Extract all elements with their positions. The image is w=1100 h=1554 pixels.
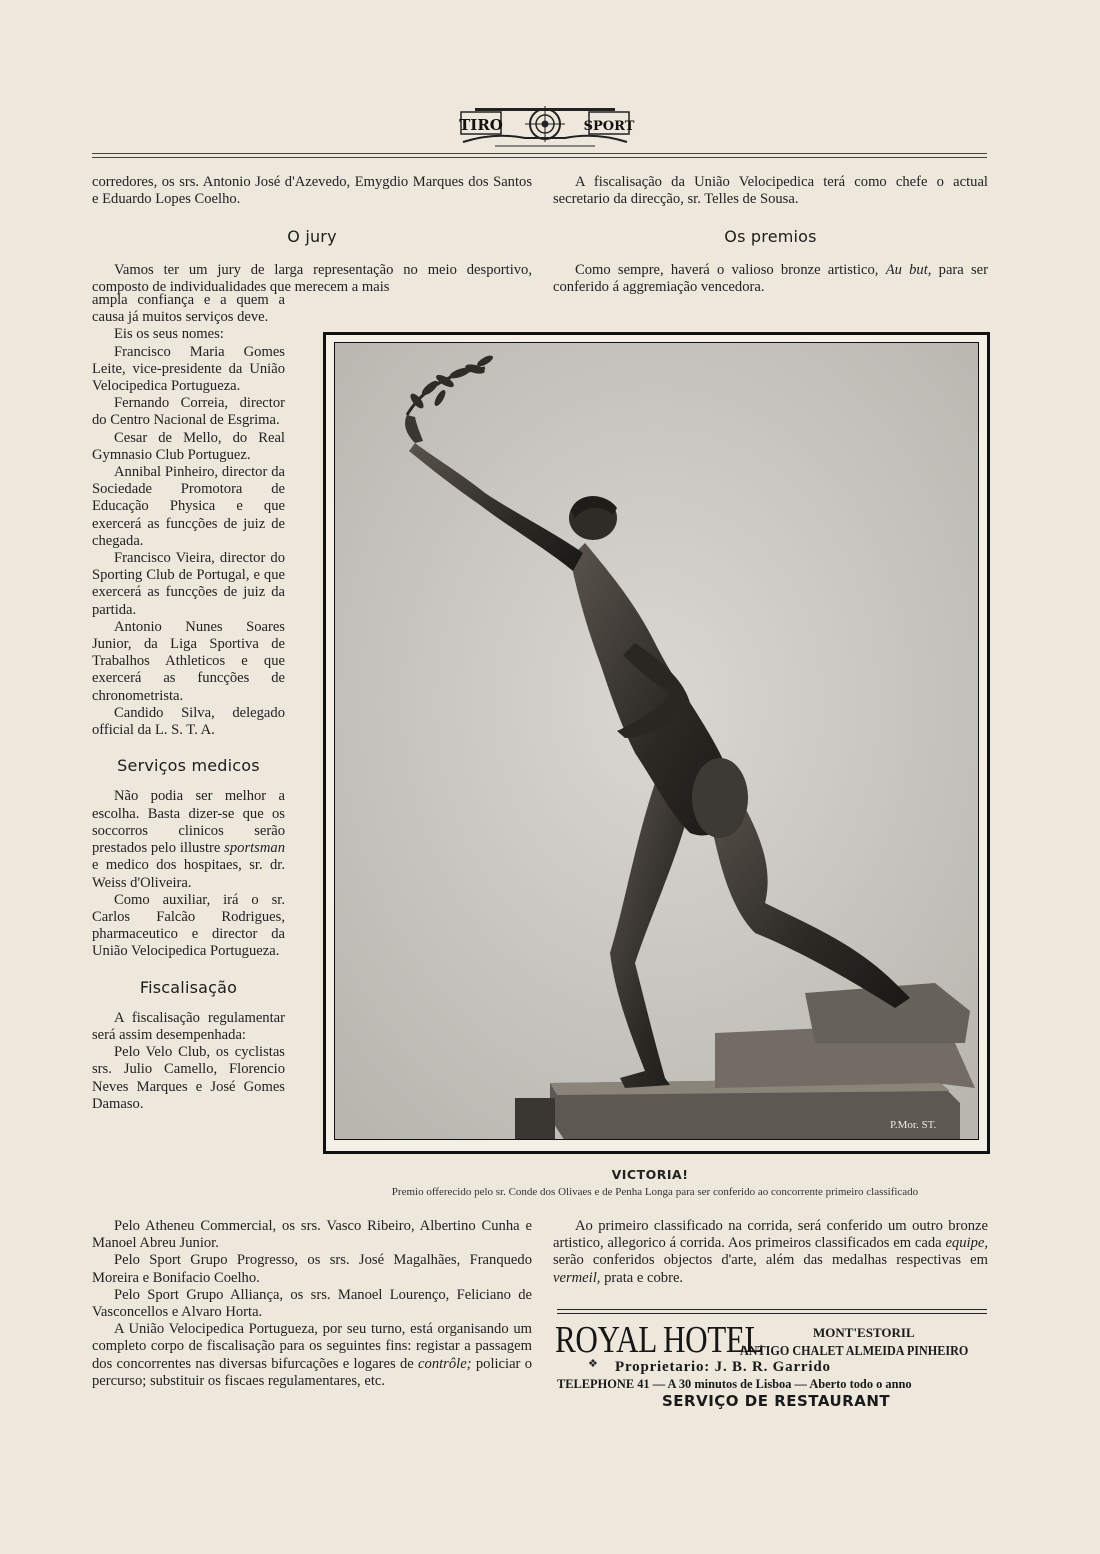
fisc-chefe-paragraph: A fiscalisação da União Velocipedica terá como chefe o actual secretario da direcção, sr. Telles de Sousa.: [553, 174, 988, 208]
jury-paragraph-cont: ampla confiança e a quem a causa já muitos serviços deve.: [92, 292, 285, 326]
medicos-paragraph-2: Como auxiliar, irá o sr. Carlos Falcão Rodrigues, pharmaceutico e director da União Velocipedica Portugueza.: [92, 891, 285, 960]
names-intro: Eis os seus nomes:: [114, 326, 224, 343]
fisc-paragraph-5: Pelo Sport Grupo Alliança, os srs. Manoel Lourenço, Feliciano de Vasconcellos e Alvaro Horta.: [92, 1286, 532, 1321]
left-column-top: [92, 174, 532, 296]
fisc-paragraph-3: Pelo Atheneu Commercial, os srs. Vasco Ribeiro, Albertino Cunha e Manoel Abreu Junior.: [92, 1218, 532, 1252]
premios-heading: Os premios: [724, 227, 817, 247]
premios-p1-text-a: Como sempre, haverá o valioso bronze artistico,: [575, 261, 879, 278]
jury-member-7: Candido Silva, delegado official da L. S. T. A.: [92, 704, 285, 739]
fisc-paragraph-2: Pelo Velo Club, os cyclistas srs. Julio Camello, Florencio Neves Marques e José Gomes Damaso.: [92, 1044, 285, 1112]
intro-paragraph: corredores, os srs. Antonio José d'Azevedo, Emygdio Marques dos Santos e Eduardo Lopes Coelho.: [92, 174, 532, 208]
advert-service: SERVIÇO DE RESTAURANT: [662, 1392, 891, 1410]
premios-p1-italic: Au but,: [885, 261, 932, 278]
photo-caption-title: VICTORIA!: [611, 1167, 689, 1182]
medicos-text-b: e medico dos hospitaes, sr. dr. Weiss d'Oliveira.: [92, 857, 285, 891]
advert-rule-bottom: [557, 1313, 987, 1314]
left-column-narrow: [92, 292, 285, 1113]
premios-p1-text-b: para ser conferido á aggremiação vencedora.: [553, 261, 988, 295]
victoria-statue-image: [335, 343, 979, 1140]
photo-caption-text: Premio offerecido pelo sr. Conde dos Olivaes e de Penha Longa para ser conferido ao concorrente primeiro classificado: [391, 1186, 919, 1198]
right-column-top: [553, 174, 988, 296]
premios-p2-italic-1: equipe,: [945, 1235, 989, 1252]
advert-owner: Proprietario: J. B. R. Garrido: [615, 1359, 831, 1375]
masthead-logo: [455, 102, 635, 150]
header-rule-bottom: [92, 157, 987, 158]
fisc-p6-text-b: policiar o percurso; substituir os fiscaes regulamentares, etc.: [92, 1355, 532, 1389]
svg-text:SPORT: SPORT: [583, 119, 635, 134]
advert-hotel-name: ROYAL HOTEL: [555, 1319, 764, 1361]
fiscalisacao-heading: Fiscalisação: [139, 977, 238, 997]
svg-text:TIRO: TIRO: [459, 116, 503, 134]
header-rule-top: [92, 153, 987, 154]
jury-member-3: Cesar de Mello, do Real Gymnasio Club Portuguez.: [92, 429, 285, 463]
medicos-heading: Serviços medicos: [117, 756, 260, 776]
premios-paragraph-1: [553, 262, 988, 296]
fisc-paragraph-6: [92, 1321, 532, 1390]
advert-rule-top: [557, 1309, 987, 1310]
jury-member-1: Francisco Maria Gomes Leite, vice-presidente da União Velocipedica Portugueza.: [92, 343, 285, 395]
premios-p2-italic-2: vermeil,: [553, 1269, 601, 1286]
premios-p2-text-a: Ao primeiro classificado na corrida, será conferido um outro bronze artistico, allegorico á corrida. Aos primeiros classificados em cada: [553, 1218, 988, 1252]
photo-signature: P.Mor. ST.: [890, 1119, 937, 1131]
medicos-text-italic: sportsman: [224, 840, 285, 857]
advert-former-name: ANTIGO CHALET ALMEIDA PINHEIRO: [740, 1343, 969, 1358]
left-column-bottom: [92, 1218, 532, 1390]
jury-heading: O jury: [287, 227, 337, 247]
jury-member-6: Antonio Nunes Soares Junior, da Liga Sportiva de Trabalhos Athleticos e que exercerá as funcções de chronometrista.: [92, 618, 285, 704]
right-column-bottom: [553, 1218, 988, 1287]
fisc-p6-italic: contrôle;: [418, 1355, 472, 1372]
jury-paragraph: Vamos ter um jury de larga representação no meio desportivo, composto de individualidades que merecem a mais: [92, 261, 532, 295]
jury-member-4: Annibal Pinheiro, director da Sociedade Promotora de Educação Physica e que exercerá as funcções de juiz de chegada.: [92, 464, 285, 549]
premios-p2-text-b: serão conferidos objectos d'arte, além das medalhas respectivas em: [553, 1252, 988, 1269]
premios-p2-text-c: prata e cobre.: [604, 1269, 684, 1286]
fisc-p6-text-a: A União Velocipedica Portugueza, por seu turno, está organisando um completo corpo de fiscalisação para os seguintes fins: registar a passagem dos concorrentes nas diversas bifurcações e logares de: [92, 1321, 532, 1372]
fisc-paragraph-1: A fiscalisação regulamentar será assim desempenhada:: [92, 1009, 285, 1043]
jury-member-5: Francisco Vieira, director do Sporting Club de Portugal, e que exercerá as funcções de juiz da partida.: [92, 550, 285, 618]
advert-telephone: TELEPHONE 41 — A 30 minutos de Lisboa — Aberto todo o anno: [557, 1377, 912, 1391]
medicos-text-a: Não podia ser melhor a escolha. Basta dizer-se que os soccorros clinicos serão prestados pelo illustre: [92, 788, 285, 857]
premios-paragraph-2: [553, 1218, 988, 1287]
medicos-paragraph-1: [92, 788, 285, 891]
advert-location: MONT'ESTORIL: [813, 1325, 915, 1340]
jury-member-2: Fernando Correia, director do Centro Nacional de Esgrima.: [92, 395, 285, 429]
advert-bullet-icon: ❖: [588, 1358, 598, 1370]
fisc-paragraph-4: Pelo Sport Grupo Progresso, os srs. José Magalhães, Franquedo Moreira e Bonifacio Coelho.: [92, 1252, 532, 1286]
statue-photo: [334, 342, 979, 1140]
